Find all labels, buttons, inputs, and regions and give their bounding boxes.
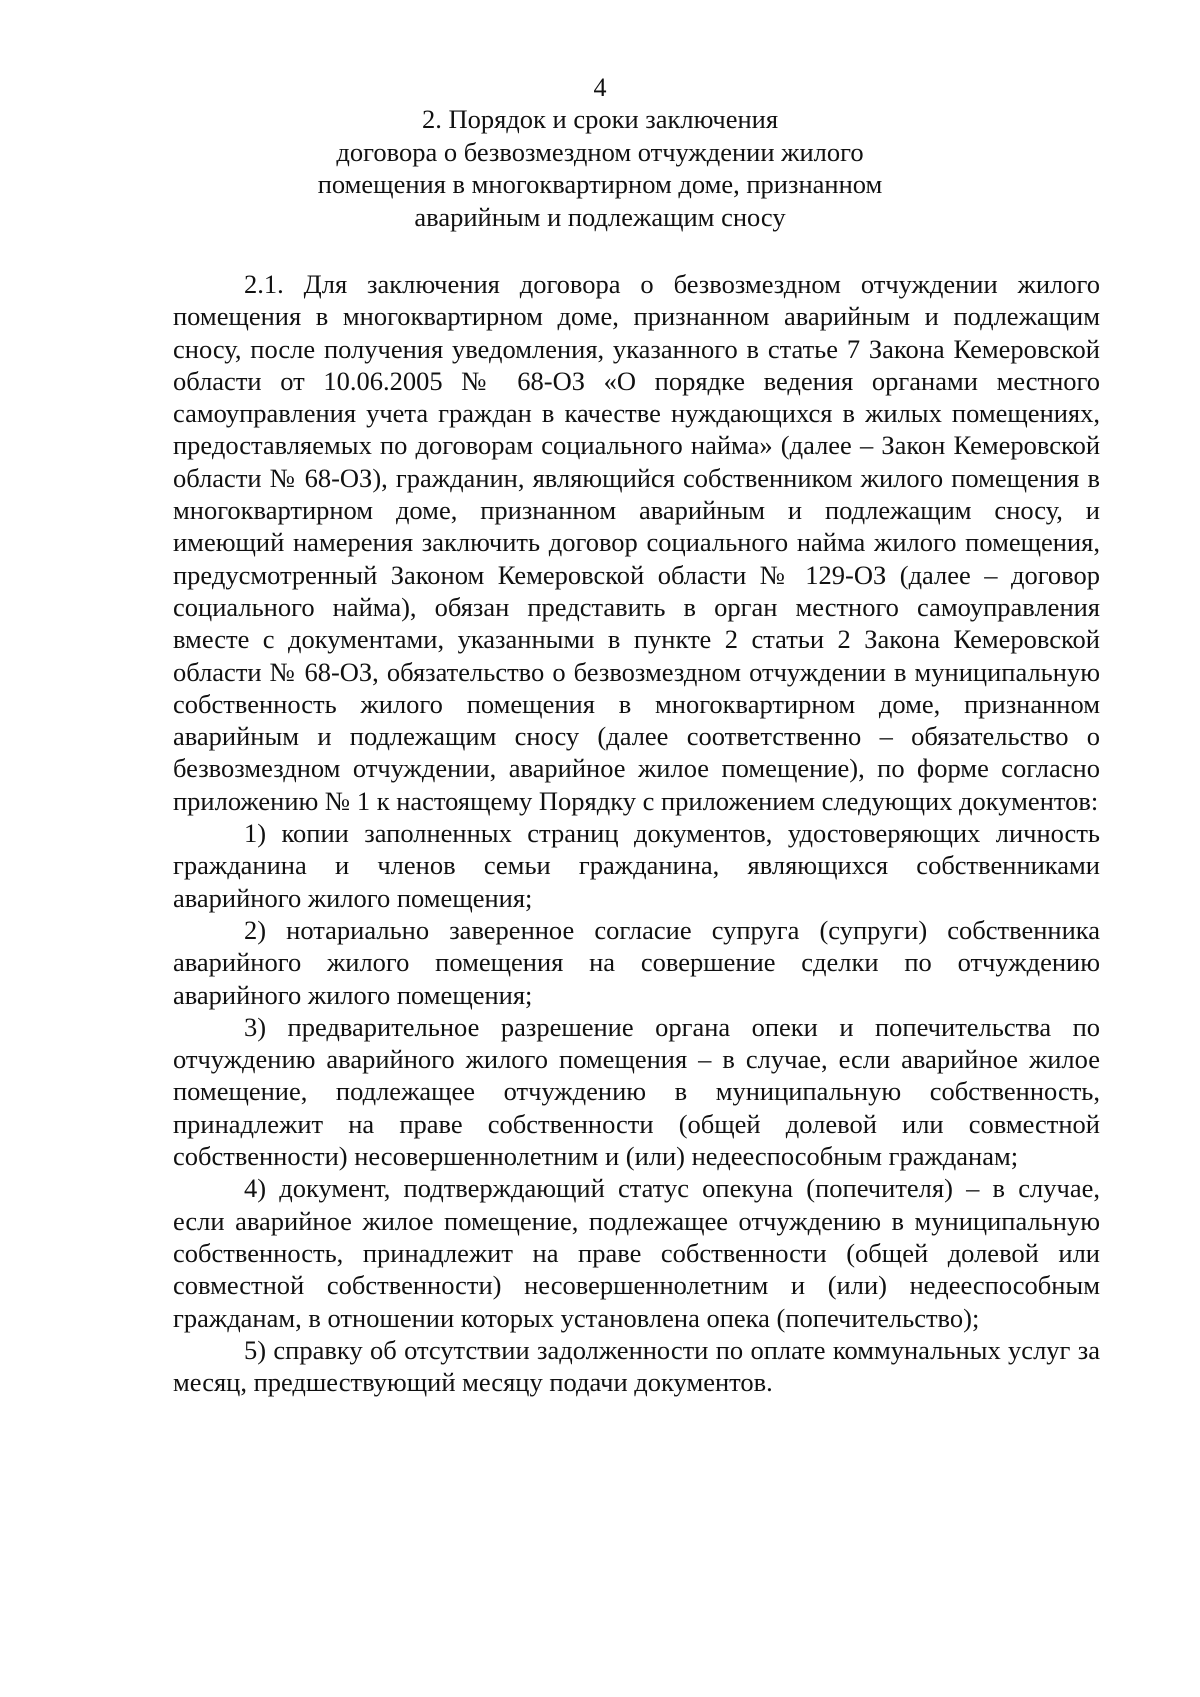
document-body bbox=[173, 268, 1100, 1398]
section-heading-line: аварийным и подлежащим сносу bbox=[414, 201, 786, 232]
section-heading-line: договора о безвозмездном отчуждении жилого bbox=[336, 136, 864, 167]
paragraph-2-1: 2.1. Для заключения договора о безвозмездном отчуждении жилого помещения в многоквартирном доме, признанном аварийным и подлежащим сносу, после получения уведомления, указанного в статье 7 Закона Кемеровской области от 10.06.2005 № 68-ОЗ «О порядке ведения органами местного самоуправления учета граждан в качестве нуждающихся в жилых помещениях, предоставляемых по договорам социального найма» (далее – Закон Кемеровской области № 68-ОЗ), гражданин, являющийся собственником жилого помещения в многоквартирном доме, признанном аварийным и подлежащим сносу, и имеющий намерения заключить договор социального найма жилого помещения, предусмотренный Законом Кемеровской области № 129-ОЗ (далее – договор социального найма), обязан представить в орган местного самоуправления вместе с документами, указанными в пункте 2 статьи 2 Закона Кемеровской области № 68-ОЗ, обязательство о безвозмездном отчуждении в муниципальную собственность жилого помещения в многоквартирном доме, признанном аварийным и подлежащим сносу (далее соответственно – обязательство о безвозмездном отчуждении, аварийное жилое помещение), по форме согласно приложению № 1 к настоящему Порядку с приложением следующих документов: bbox=[173, 269, 1100, 816]
list-item-4: 4) документ, подтверждающий статус опекуна (попечителя) – в случае, если аварийное жилое помещение, подлежащее отчуждению в муниципальную собственность, принадлежит на праве собственности (общей долевой или совместной собственности) несовершеннолетним и (или) недееспособным гражданам, в отношении которых установлена опека (попечительство); bbox=[173, 1173, 1100, 1333]
list-item-1: 1) копии заполненных страниц документов, удостоверяющих личность гражданина и членов семьи гражданина, являющихся собственниками аварийного жилого помещения; bbox=[173, 818, 1100, 913]
page-number: 4 bbox=[593, 73, 607, 102]
list-item-3: 3) предварительное разрешение органа опеки и попечительства по отчуждению аварийного жилого помещения – в случае, если аварийное жилое помещение, подлежащее отчуждению в муниципальную собственность, принадлежит на праве собственности (общей долевой или совместной собственности) несовершеннолетним и (или) недееспособным гражданам; bbox=[173, 1011, 1100, 1172]
section-heading-line: помещения в многоквартирном доме, признанном bbox=[317, 169, 883, 199]
list-item-2: 2) нотариально заверенное согласие супруга (супруги) собственника аварийного жилого помещения на совершение сделки по отчуждению аварийного жилого помещения; bbox=[173, 914, 1100, 1010]
section-heading-line: 2. Порядок и сроки заключения bbox=[421, 104, 779, 134]
list-item-5: 5) справку об отсутствии задолженности по оплате коммунальных услуг за месяц, предшествующий месяцу подачи документов. bbox=[173, 1334, 1100, 1398]
section-heading bbox=[200, 103, 1000, 233]
